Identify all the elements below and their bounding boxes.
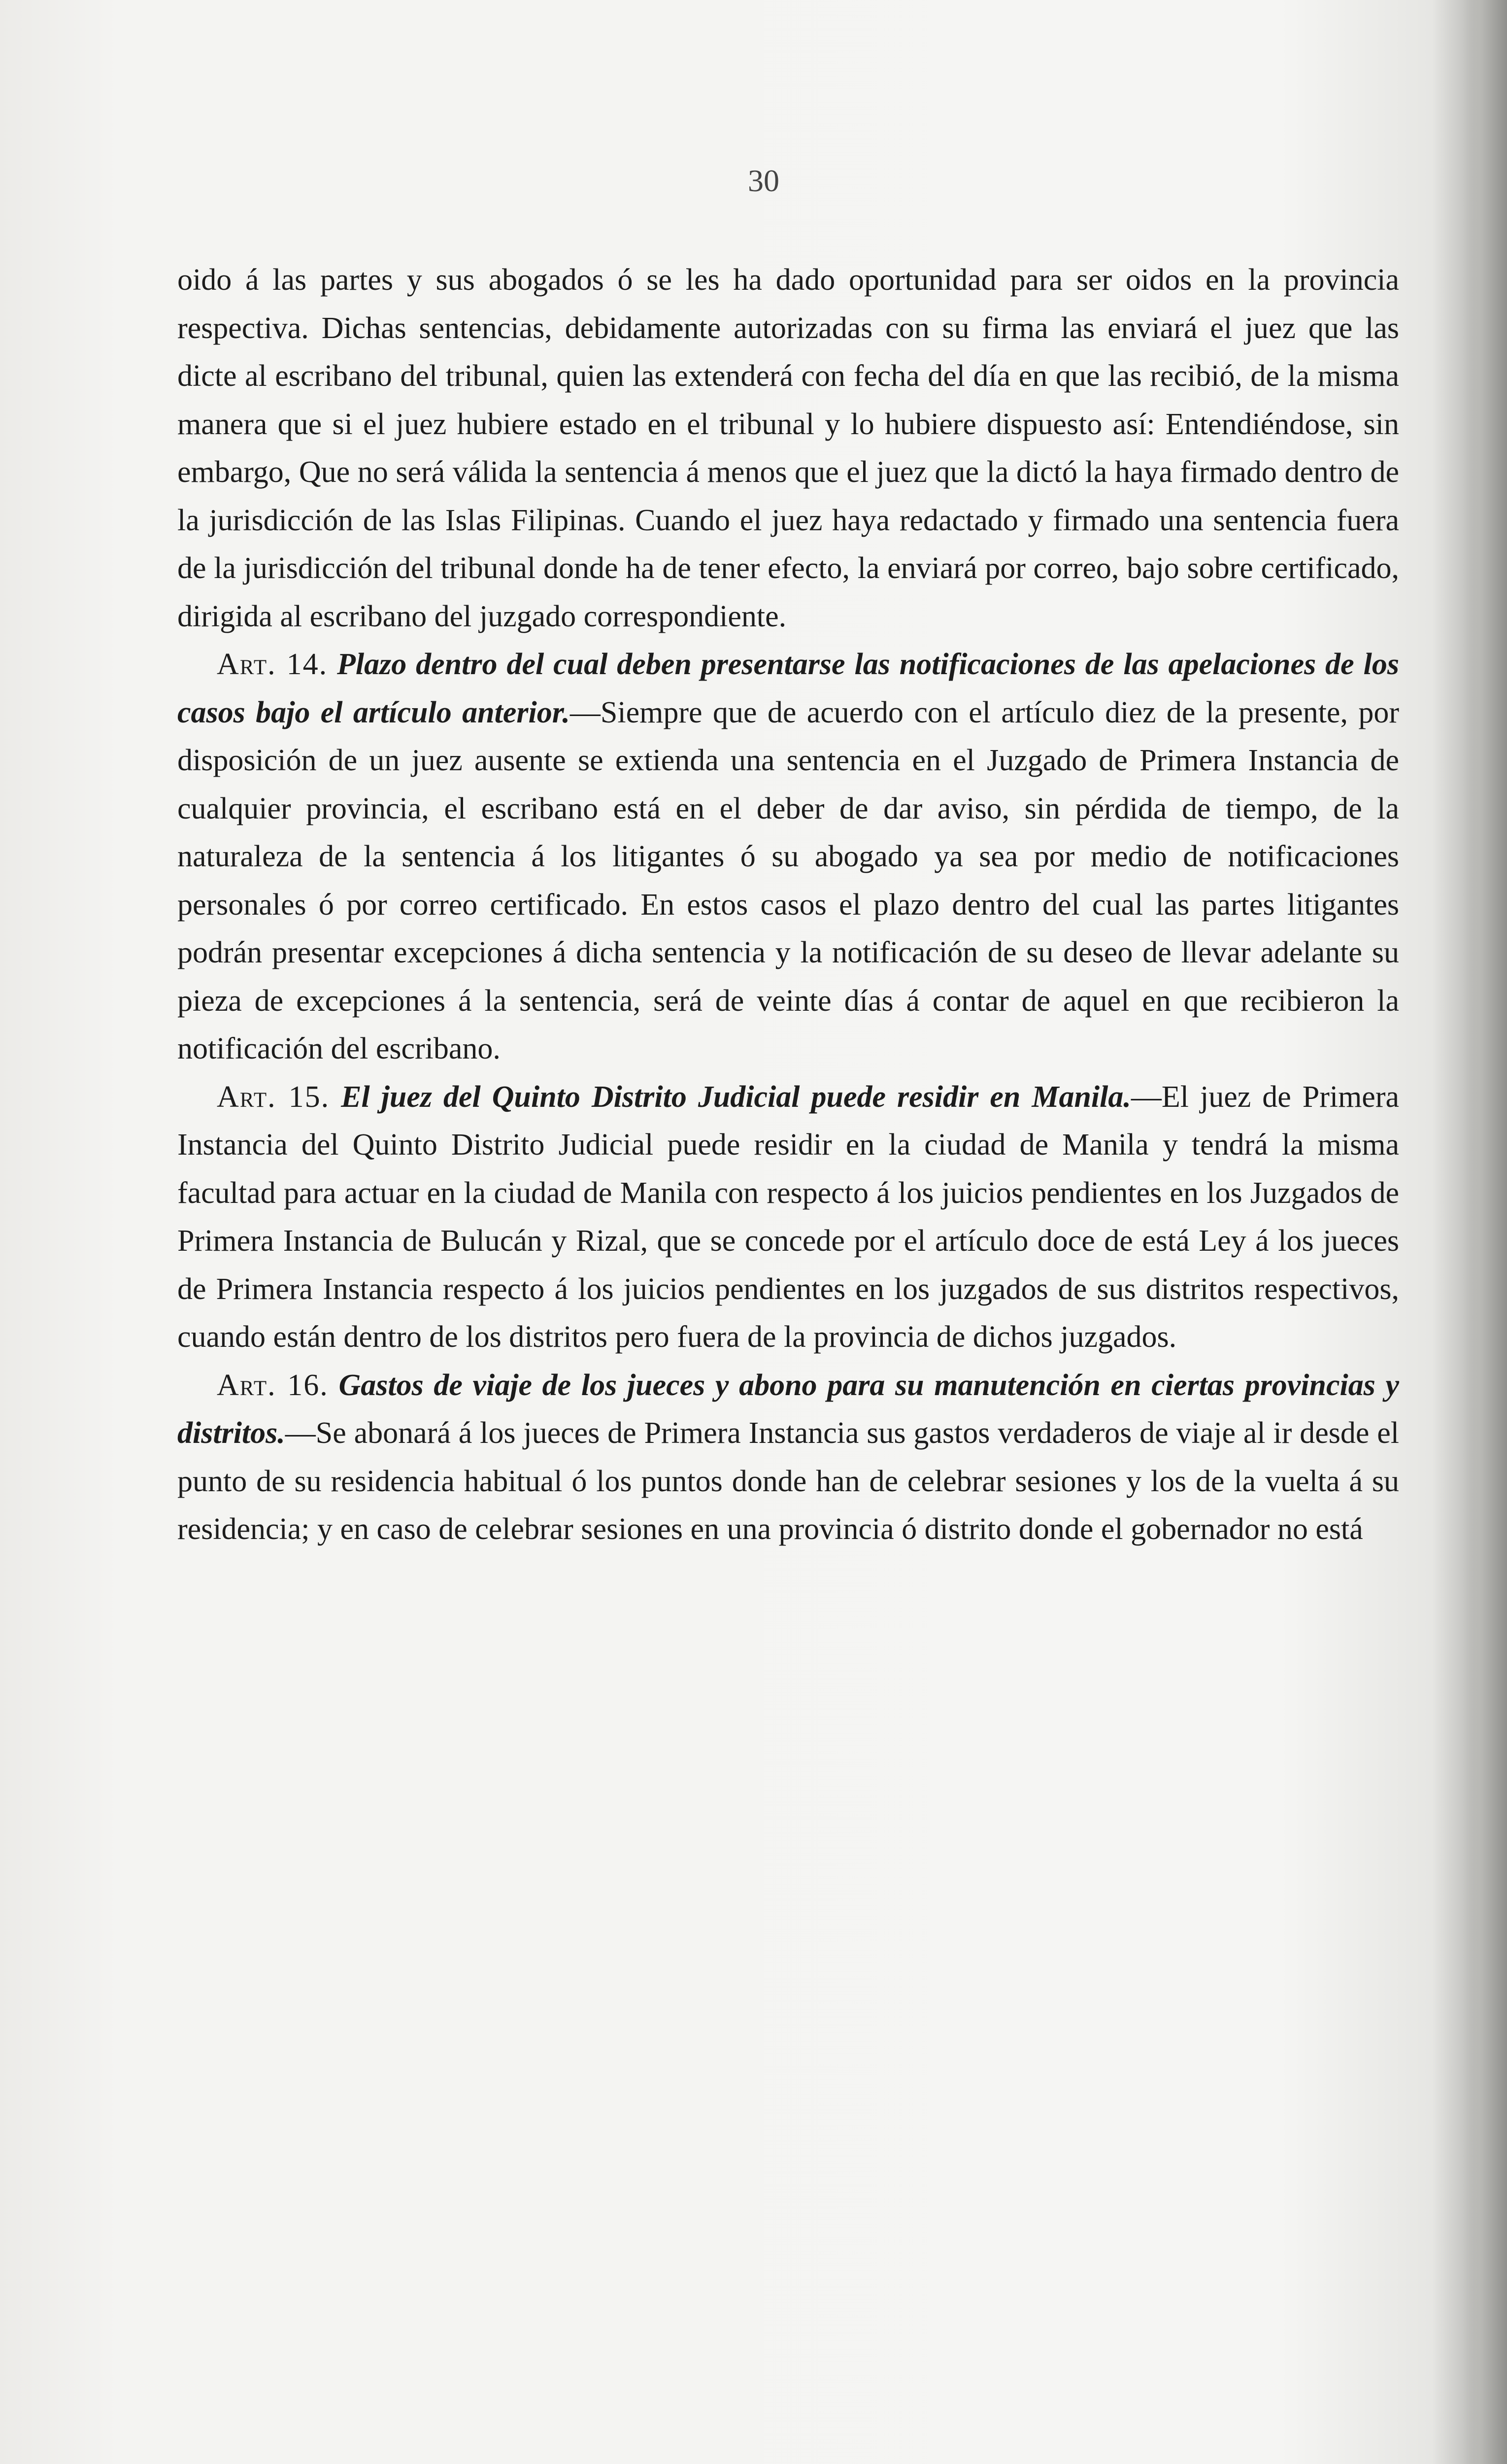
article-16 <box>177 1362 1399 1554</box>
article-body: —Siempre que de acuerdo con el artículo diez de la presente, por disposición de un juez ausente se extienda una sentencia en el Juzgado de Primera Instancia de cualquier provincia, el escribano está en el deber de dar aviso, sin pérdida de tiempo, de la naturaleza de la sentencia á los litigantes ó su abogado ya sea por medio de notificaciones personales ó por correo certificado. En estos casos el plazo dentro del cual las partes litigantes podrán presentar excepciones á dicha sentencia y la notificación de su deseo de llevar adelante su pieza de excepciones á la sentencia, será de veinte días á contar de aquel en que recibieron la notificación del escribano. <box>177 695 1399 1065</box>
article-title: El juez del Quinto Distrito Judicial puede residir en Manila. <box>341 1080 1131 1114</box>
article-14 <box>177 641 1399 1073</box>
paragraph-body: oido á las partes y sus abogados ó se les ha dado oportunidad para ser oidos en la provincia respectiva. Dichas sentencias, debidamente autorizadas con su firma las enviará el juez que las dicte al escribano del tribunal, quien las extenderá con fecha del día en que las recibió, de la misma manera que si el juez hubiere estado en el tribunal y lo hubiere dispuesto así: Entendiéndose, sin embargo, Que no será válida la sentencia á menos que el juez que la dictó la haya firmado dentro de la jurisdicción de las Islas Filipinas. Cuando el juez haya redactado y firmado una sentencia fuera de la jurisdicción del tribunal donde ha de tener efecto, la enviará por correo, bajo sobre certificado, dirigida al escribano del juzgado correspondiente. <box>177 263 1399 633</box>
page-number: 30 <box>748 163 779 198</box>
article-title: Plazo dentro del cual deben presentarse las notificaciones de las apelaciones de los casos bajo el artículo anterior. <box>177 648 1399 729</box>
article-body: —Se abonará á los jueces de Primera Instancia sus gastos verdaderos de viaje al ir desde el punto de su residencia habitual ó los puntos donde han de celebrar sesiones y los de la vuelta á su residencia; y en caso de celebrar sesiones en una provincia ó distrito donde el gobernador no está <box>177 1416 1399 1546</box>
book-spine-shadow <box>1463 0 1507 2464</box>
article-body: —El juez de Primera Instancia del Quinto Distrito Judicial puede residir en la ciudad de Manila y tendrá la misma facultad para actuar en la ciudad de Manila con respecto á los juicios pendientes en los Juzgados de Primera Instancia de Bulucán y Rizal, que se concede por el artículo doce de está Ley á los jueces de Primera Instancia respecto á los juicios pendientes en los juzgados de sus distritos respectivos, cuando están dentro de los distritos pero fuera de la provincia de dichos juzgados. <box>177 1080 1399 1354</box>
article-title: Gastos de viaje de los jueces y abono para su manutención en ciertas provincias y distritos. <box>177 1368 1400 1450</box>
paragraph-continuation <box>177 256 1399 641</box>
article-label: Art. 16. <box>217 1368 329 1402</box>
article-15 <box>177 1073 1399 1362</box>
article-label: Art. 15. <box>217 1080 330 1114</box>
article-label: Art. 14. <box>217 648 328 681</box>
body-text <box>177 256 1399 1554</box>
